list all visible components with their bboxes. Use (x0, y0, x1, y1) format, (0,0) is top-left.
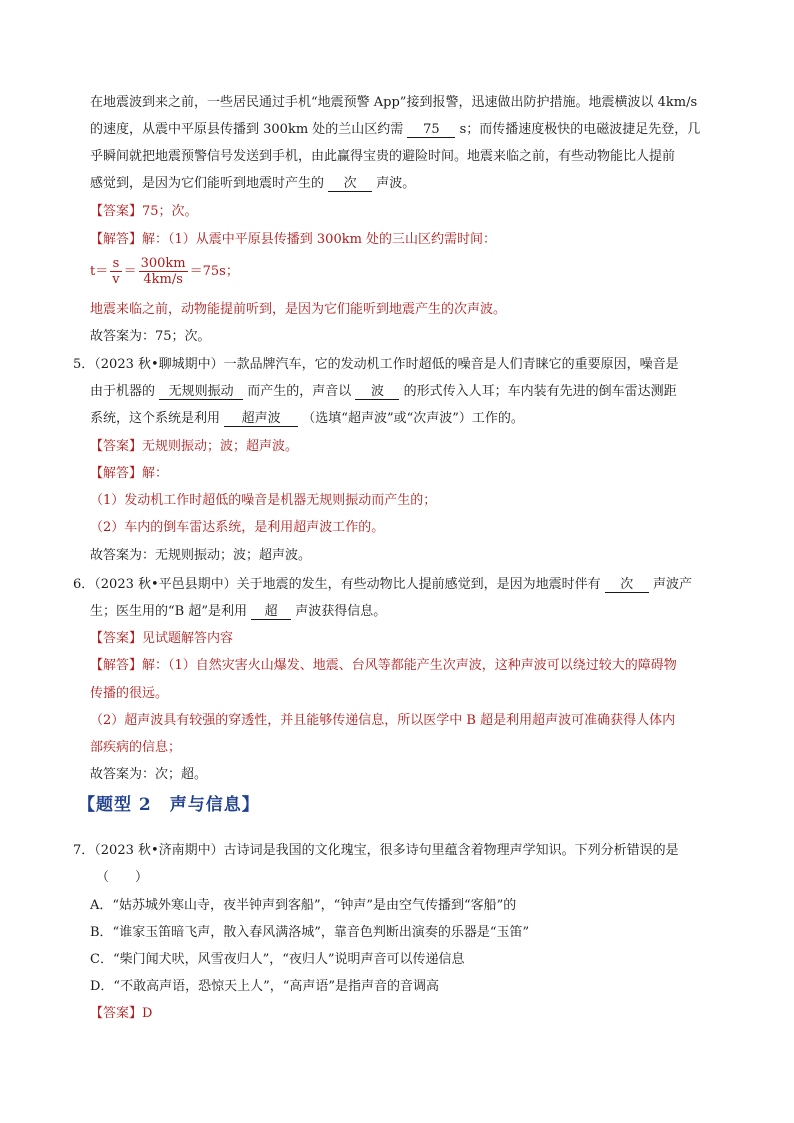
section-heading: 【题型 2 声与信息】 (78, 795, 260, 815)
q5-blank3: 超声波 (224, 411, 298, 427)
formula-v: v (112, 272, 120, 287)
q4-line4-a: 感觉到，是因为它们能听到地震时产生的 (90, 176, 325, 191)
q6-line1-b: 声波产 (652, 577, 692, 592)
q4-line2-a: 的速度，从震中平原县传播到 300km 处的兰山区约需 (90, 122, 404, 137)
q7-paren: （ ） (96, 870, 149, 885)
formula-t: t＝ (90, 264, 109, 279)
formula-eq: ＝ (123, 264, 137, 279)
q5-line2 (90, 383, 677, 401)
q6-line2-b: 声波获得信息。 (295, 604, 387, 619)
fraction-distance-over-speed (139, 256, 188, 287)
q4-line3: 乎瞬间就把地震预警信号发送到手机，由此赢得宝贵的避险时间。地震来临之前，有些动物能比人提前 (90, 149, 676, 164)
q4-answer: 【答案】75；次。 (90, 204, 198, 219)
q6-final: 故答案为：次；超。 (90, 767, 208, 782)
q6-blank1: 次 (605, 577, 649, 593)
formula-s: s (110, 256, 121, 272)
q5-line2-c: 的形式传入人耳；车内装有先进的倒车雷达测距 (403, 384, 677, 399)
q5-analysis: 【解答】解： (90, 466, 169, 481)
q5-line2-b: 而产生的，声音以 (247, 384, 352, 399)
q6-analysis1: 【解答】解：（1）自然灾害火山爆发、地震、台风等都能产生次声波，这种声波可以绕过较大的障碍物 (90, 658, 677, 673)
q6-line1-a: 6．（2023 秋•平邑县期中）关于地震的发生，有些动物比人提前感觉到，是因为地震时伴有 (73, 577, 601, 592)
q4-line4-b: 声波。 (376, 176, 416, 191)
q5-point1: （1）发动机工作时超低的噪音是机器无规则振动而产生的； (90, 493, 437, 508)
q4-note: 地震来临之前，动物能提前听到，是因为它们能听到地震产生的次声波。 (90, 302, 507, 317)
q4-final: 故答案为：75；次。 (90, 329, 211, 344)
q6-analysis2: 传播的很远。 (90, 686, 169, 701)
q5-point2: （2）车内的倒车雷达系统，是利用超声波工作的。 (90, 520, 385, 535)
q6-line2-a: 生；医生用的“B 超”是利用 (90, 604, 247, 619)
formula-result: ＝75s； (189, 264, 239, 279)
q4-line2 (90, 121, 700, 139)
q4-line1: 在地震波到来之前，一些居民通过手机“地震预警 App”接到报警，迅速做出防护措施。地震横波以 4km/s (90, 95, 698, 110)
q4-blank2: 次 (328, 176, 372, 192)
q4-formula (90, 256, 239, 287)
q5-final: 故答案为：无规则振动；波；超声波。 (90, 548, 312, 563)
q4-analysis: 【解答】解：（1）从震中平原县传播到 300km 处的三山区约需时间： (90, 232, 497, 247)
q7-option-b: B．“谁家玉笛暗飞声，散入春风满洛城”，靠音色判断出演奏的乐器是“玉笛” (90, 925, 530, 940)
q5-blank1: 无规则振动 (159, 384, 243, 400)
q5-blank2: 波 (355, 384, 399, 400)
q7-answer: 【答案】D (90, 1006, 153, 1021)
q7-option-d: D．“不敢高声语，恐惊天上人”，“高声语”是指声音的音调高 (90, 979, 440, 994)
q7-line1: 7．（2023 秋•济南期中）古诗词是我国的文化瑰宝，很多诗句里蕴含着物理声学知识。下列分析错误的是 (73, 843, 679, 858)
q6-blank2: 超 (251, 604, 291, 620)
fraction-s-over-v (110, 256, 121, 287)
q6-point2a: （2）超声波具有较强的穿透性，并且能够传递信息，所以医学中 B 超是利用超声波可准确获得人体内 (90, 713, 676, 728)
q6-point2b: 部疾病的信息； (90, 740, 182, 755)
q4-line2-b: s；而传播速度极快的电磁波捷足先登，几 (459, 122, 701, 137)
q5-line3 (90, 410, 524, 428)
q5-line2-a: 由于机器的 (90, 384, 156, 399)
q7-option-c: C．“柴门闻犬吠，风雪夜归人”，“夜归人”说明声音可以传递信息 (90, 952, 465, 967)
formula-den: 4km/s (143, 272, 183, 287)
q6-answer: 【答案】见试题解答内容 (90, 631, 234, 646)
formula-num: 300km (140, 256, 186, 271)
q5-line3-a: 系统，这个系统是利用 (90, 411, 221, 426)
q7-option-a: A．“姑苏城外寒山寺，夜半钟声到客船”，“钟声”是由空气传播到“客船”的 (90, 898, 517, 913)
q6-line1 (73, 576, 692, 594)
q5-line3-b: （选填“超声波”或“次声波”）工作的。 (302, 411, 524, 426)
q5-line1: 5．（2023 秋•聊城期中）一款品牌汽车，它的发动机工作时超低的噪音是人们青睐它的重要原因，噪音是 (73, 357, 679, 372)
q4-line4 (90, 175, 415, 193)
q5-answer: 【答案】无规则振动；波；超声波。 (90, 439, 299, 454)
q4-blank1: 75 (407, 122, 455, 138)
q6-line2 (90, 603, 386, 621)
